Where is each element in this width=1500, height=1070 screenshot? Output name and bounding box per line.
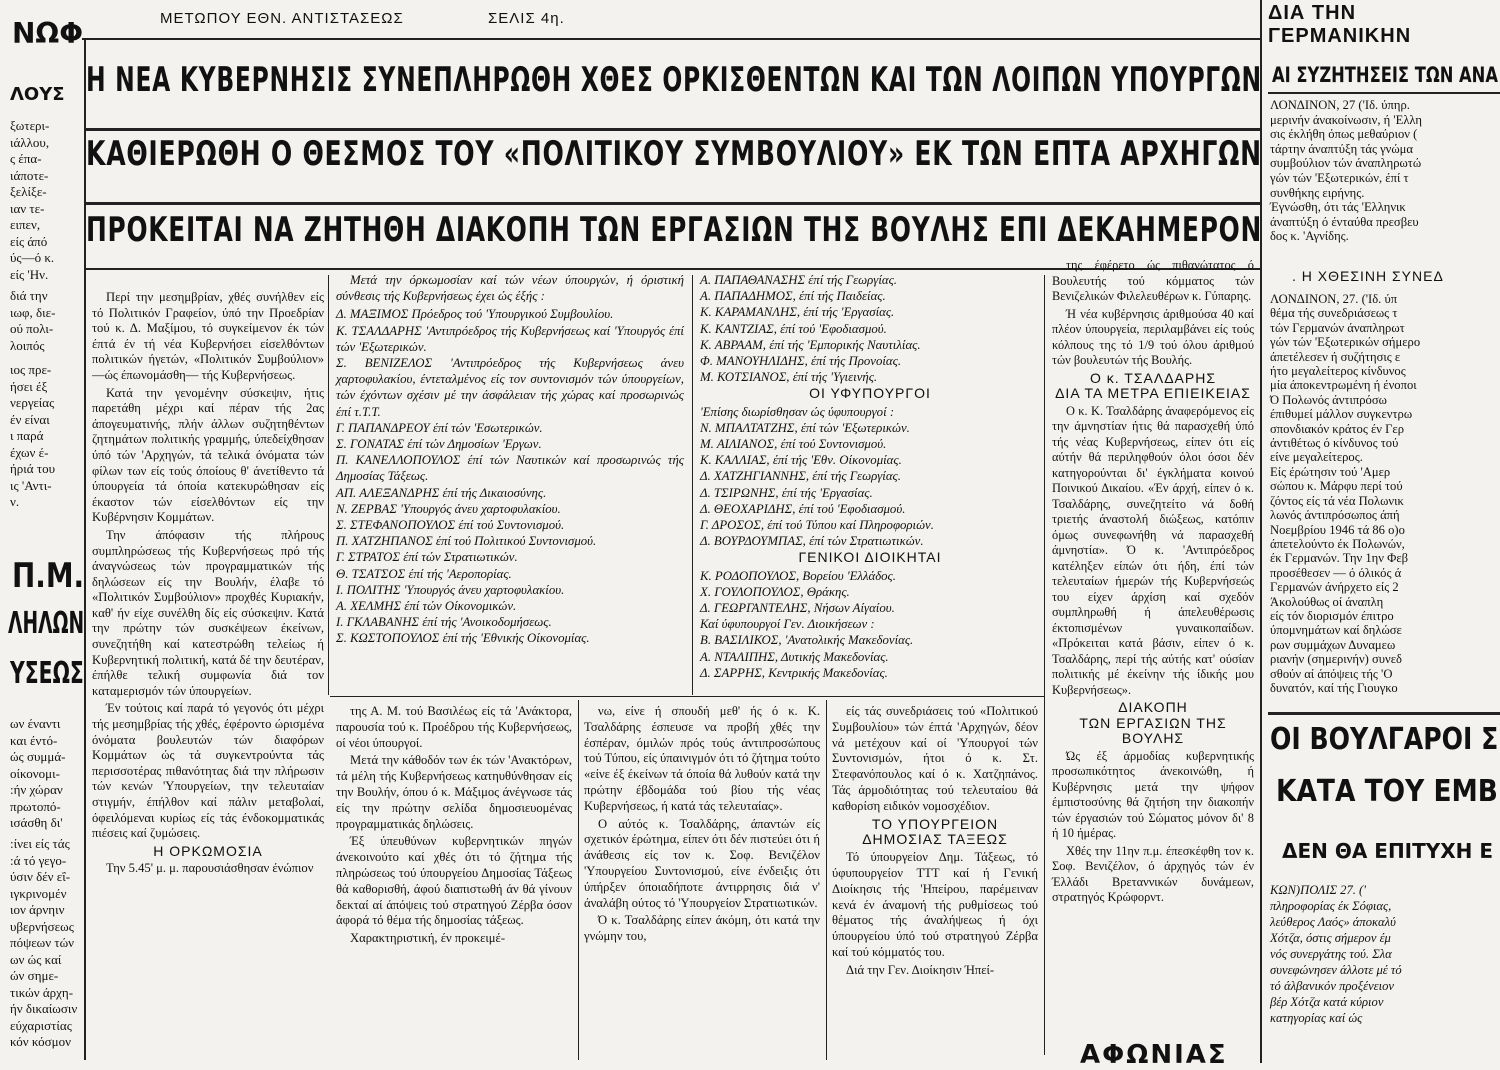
col4-paragraph: Ή νέα κυβέρνησις άριθμούσα 40 καί πλέον ύπουργεία, περιλαμβάνει είς τούς κόλπους της τό 1/9 τού όλου άριθμού τών βουλευτών τής Βουλής. — [1052, 306, 1254, 367]
minister-entry: Κ. ΑΒΡΑΑΜ, έπί τής 'Εμπορικής Ναυτιλίας. — [700, 337, 921, 352]
col4-paragraph: της έφέρετο ώς πιθανώτατος ό Βουλευτής τού κόμματος τών Βενιζελικών Φιλελευθέρων κ. Γύπαρης. — [1052, 258, 1254, 303]
lower-paragraph: Έξ ύπευθύνων κυβερνητικών πηγών άνεκοινούτο καί χθές ότι τό ζήτημα τής πληρώσεως τού ύπουργείου Δημοσίας Τάξεως θά καθορισθή, άφού διαπιστωθή άν θά γίνουν δεκταί αί άπόψεις τού στρατηγού Ζέρβα όσον άφορά τό θέμα τής δημοσίας τάξεως. — [336, 834, 572, 928]
minister-entry: Μ. ΚΟΤΣΙΑΝΟΣ, έπί τής 'Υγιεινής. — [700, 370, 878, 385]
col1-paragraph: Την 5.45' μ. μ. παρουσιάσθησαν ένώπιον — [106, 861, 314, 876]
headline-1: Η ΝΕΑ ΚΥΒΕΡΝΗΣΙΣ ΣΥΝΕΠΛΗΡΩΘΗ ΧΘΕΣ ΟΡΚΙΣΘΕΝΤΩΝ ΚΑΙ ΤΩΝ ΛΟΙΠΩΝ ΥΠΟΥΡΓΩΝ — [86, 60, 1262, 100]
left-big-1: Π.Μ. — [12, 556, 85, 596]
cabinet-entry: Γ. ΠΑΠΑΝΔΡΕΟΥ έπί τών 'Εσωτερικών. — [336, 420, 543, 435]
col4-paragraph: Χθές την 11ην π.μ. έπεσκέφθη τον κ. Σοφ. Βενιζέλον, ό άρχηγός τών έν Έλλάδι Βρεταννικών δυνάμεων, στρατηγός Κρώφορντ. — [1052, 843, 1254, 904]
bottom-stub-headline: ΑΦΩΝΙΑΣ — [1080, 1040, 1228, 1070]
col1-paragraph: Κατά την γενομένην σύσκεψιν, ήτις παρετάθη μέχρι καί πέραν τής 2ας άπογευματινής, πλήν άλλων συζητηθέντων ζητημάτων πολιτικής γραμμής, ύπεδείχθησαν ύπό τών 'Αρχηγών, τά τελικά όνόματα τών φίλων των είς τούς όποίους θ' άνετίθεντο τά ύπουργεία τά όποία κατεκυρώθησαν είς έκαστον τών είσελθόντων είς την Κυβέρνησιν Κομμάτων. — [92, 385, 324, 525]
running-header-page: ΣΕΛΙΣ 4η. — [488, 10, 565, 27]
column-divider — [1044, 275, 1045, 1055]
col4-subhead-name: Ο κ. ΤΣΑΛΔΑΡΗΣ — [1090, 369, 1216, 386]
lower-column-1 — [336, 704, 572, 949]
public-order-subhead: ΔΗΜΟΣΙΑΣ ΤΑΞΕΩΣ — [862, 831, 1008, 848]
deputy-entry: Δ. ΒΟΥΡΔΟΥΜΠΑΣ, έπί τών Στρατιωτικών. — [700, 534, 924, 549]
governor-entry: Α. ΝΤΑΛΙΠΗΣ, Δυτικής Μακεδονίας. — [700, 649, 889, 664]
lower-paragraph: Χαρακτηριστική, έν προκειμέ- — [350, 931, 506, 946]
right-head-1: ΑΙ ΣΥΖΗΤΗΣΕΙΣ ΤΩΝ ΑΝΑ — [1272, 63, 1498, 87]
cabinet-entry: Ι. ΠΟΛΙΤΗΣ 'Υπουργός άνευ χαρτοφυλακίου. — [336, 582, 565, 597]
cabinet-list-column — [336, 272, 684, 647]
cabinet-entry: Σ. ΓΟΝΑΤΑΣ έπί τών Δημοσίων 'Εργων. — [336, 437, 542, 452]
column-divider — [578, 700, 579, 1060]
article-column-4 — [1052, 258, 1254, 908]
governor-entry: Χ. ΓΟΥΛΟΠΟΥΛΟΣ, Θράκης. — [700, 584, 850, 599]
right-lines-2: ΛΟΝΔΙΝΟΝ, 27. ('Ιδ. ύπ θέμα τής συνεδριάσεως τ τών Γερμανών άναπληρωτ γών τών 'Εξωτερικών σήμερο άπετέλεσεν ή συζήτησις ε ήτο μεγαλείτερος κίνδυνος μία άποκεντρωμένη ή ένοποι Ό Πολωνός άντιπρόσω έπιθυμεί μάλλον συγκεντρω σπονδιακόν κράτος έν Γερ άντιθέτως ό κίνδυνος τού είνε μεγαλείτερος. Είς έρώτησιν τού 'Αμερ σώπου κ. Μάρφυ περί τού ζόντος είς τά νέα Πολωνικ λωνός άντιπρόσωπος άπή Νοεμβρίου 1946 τά 86 ο)ο άπετελούντο έκ Πολωνών, έκ Γερμανών. Την 1ην Φεβ προσέθεσεν — ό όλικός ά Γερμανών άνήρχετο είς 2 Άκολούθως οί άναπλη είς τόν διορισμόν έπιτρο ύπομνημάτων καί δηλώσε ρων συμμάχων Δυναμεω ριανήν (σημερινήν) συνεδ σθούν αί άπόψεις τής 'Ο δυνατόν, καί τής Γιουγκο — [1270, 292, 1421, 695]
article-column-1 — [92, 290, 324, 879]
lower-paragraph: της Α. Μ. τού Βασιλέως είς τά 'Ανάκτορα, παρουσία τού κ. Προέδρου τής Κυβερνήσεως, οί νέοι ύπουργοί. — [336, 704, 572, 750]
lower-paragraph: Μετά την κάθοδόν των έκ τών 'Ανακτόρων, τά μέλη τής Κυβερνήσεως κατηυθύνθησαν είς την Βουλήν, όπου ό κ. Μάξιμος άνέγνωσε τάς είς την πρώτην σελίδα δημοσιευομένας προγραμματικάς δηλώσεις. — [336, 753, 572, 831]
col1-subhead: Η ΟΡΚΩΜΟΣΙΑ — [153, 842, 263, 859]
col4-paragraph: Ώς έξ άρμοδίας κυβερνητικής προσωπικότητος άνεκοινώθη, ή Κυβέρνησις μετά την ψήφον έμπιστοσύνης θά ζητήση την διακοπήν τών έργασιών τού Σώματος μόνον δι' 8 ή 10 ήμέρας. — [1052, 748, 1254, 840]
deputy-entry: Ν. ΜΠΑΛΤΑΤΖΗΣ, έπί τών 'Εξωτερικών. — [700, 420, 910, 435]
cabinet-entry: Σ. ΒΕΝΙΖΕΛΟΣ 'Αντιπρόεδρος τής Κυβερνήσεως άνευ χαρτοφυλακίου, έντεταλμένος είς τον συντονισμόν τών ύπουργείων, τών έχόντων σχέσιν μέ την άσφάλειαν τής χώρας καί προσωρινώς έπί τ.Τ.Τ. — [336, 356, 684, 419]
ministry-subhead: ΤΟ ΥΠΟΥΡΓΕΙΟΝ — [871, 815, 999, 832]
left-big-2: ΛΗΛΩΝ — [8, 606, 85, 641]
minister-entry: Κ. ΚΑΡΑΜΑΝΛΗΣ, έπί τής 'Εργασίας. — [700, 305, 895, 320]
right-head-4: ΔΕΝ ΘΑ ΕΠΙΤΥΧΗ Ε — [1282, 839, 1494, 863]
right-head-3b: ΚΑΤΑ ΤΟΥ ΕΜΒ — [1276, 774, 1498, 809]
right-lines-3: ΚΩΝ)ΠΟΛΙΣ 27. (' πληροφορίας έκ Σόφιας, λεύθερος Λαός» άποκαλύ Χότζα, όστις σήμερον έμ νός συνεργάτης τού. Σλα συνεφώνησεν άλλοτε μέ τό τό άλβανικόν προξένειον βέρ Χότζα κατά κύριον κατηγορίας καί ώς — [1270, 883, 1402, 1025]
col4-subhead-parliament: ΤΩΝ ΕΡΓΑΣΙΩΝ ΤΗΣ ΒΟΥΛΗΣ — [1079, 714, 1227, 746]
governor-entry: Δ. ΣΑΡΡΗΣ, Κεντρικής Μακεδονίας. — [700, 665, 888, 680]
lower-paragraph: Ό κ. Τσαλδάρης είπεν άκόμη, ότι κατά την γνώμην του, — [584, 913, 820, 944]
lower-paragraph: είς τάς συνεδριάσεις τού «Πολιτικού Συμβουλίου» τών έπτά 'Αρχηγών, δέον νά μετέχουν καί οί 'Υπουργοί τών Συντονισμών, ήτοι ό κ. Στ. Στεφανόπουλος καί ό κ. Χατζηπάνος. Τάς άρμοδιότητας τού τελευταίου θά καθορίση ειδικόν νομοσχέδιον. — [832, 704, 1038, 813]
governor-entry: Καί ύφυπουργοί Γεν. Διοικήσεων : — [700, 617, 875, 632]
deputies-column — [700, 272, 1040, 681]
cabinet-entry: Ι. ΓΚΛΑΒΑΝΗΣ έπί τής 'Ανοικοδομήσεως. — [336, 615, 552, 630]
cabinet-intro: Μετά την όρκωμοσίαν καί τών νέων ύπουργών, ή όριστική σύνθεσις τής Κυβερνήσεως έχει ώς έξής : — [336, 273, 684, 304]
col1-paragraph: Περί την μεσημβρίαν, χθές συνήλθεν είς τό Πολιτικόν Γραφείον, ύπό την Προεδρίαν τού κ. Δ. Μαξίμου, τό συγκείμενον έκ τών έπτά έν τή νέα Κυβερνήσει είσελθόντων πολιτικών ήγετών, «Πολιτικόν Συμβούλιον» —ώς έπωνομάσθη— τής Κυβερνήσεως. — [92, 290, 324, 382]
left-head-2: ΛΟΥΣ — [10, 84, 65, 105]
governors-subhead: ΓΕΝΙΚΟΙ ΔΙΟΙΚΗΤΑΙ — [798, 549, 942, 566]
col1-paragraph: Έν τούτοις καί παρά τό γεγονός ότι μέχρι τής μεσημβρίας τής χθές, έφέροντο ώρισμένα όνόματα βουλευτών τών διαφόρων Κομμάτων ώς τά συγκεντρούντα τάς περισσοτέρας πιθανότητας διά την πλήρωσιν τών κενών 'Υπουργείων, την τελευταίαν στιγμήν, έπήλθον καί πάλιν μεταβολαί, όφειλόμεναι κυρίως είς τάς ένδοκομματικάς πιέσεις καί ζυμώσεις. — [92, 701, 324, 841]
deputy-entry: Κ. ΚΑΛΛΙΑΣ, έπί τής 'Εθν. Οίκονομίας. — [700, 453, 902, 468]
left-lines-3: ιος πρε- ήσει έξ νεργείας έν είναι ι παρά έχων έ- ήριά του ις 'Αντι- ν. — [10, 362, 56, 509]
column-divider — [692, 275, 693, 695]
left-big-3: ΥΣΕΩΣ — [10, 656, 84, 691]
cabinet-entry: Ν. ΖΕΡΒΑΣ 'Υπουργός άνευ χαρτοφυλακίου. — [336, 501, 561, 516]
col1-paragraph: Την άπόφασιν τής πλήρους συμπληρώσεως τής Κυβερνήσεως πρό τής άναγνώσεως τών προγραμματικών τής δηλώσεων είς την Βουλήν, έλαβε τό «Πολιτικόν Συμβούλιον» προχθές Κυριακήν, καθ' ήν είχε συνέλθη δίς είς σύσκεψιν. Κατά την πρώτην τών συσκέψεων έκείνων, συνεζητήθη καί κατεστρώθη τελείως ή Κυβερνητική πολιτική, κατά δέ την δευτέραν, έπήλθε τελική συμφωνία διά τον καταμερισμόν τών ύπουργείων. — [92, 527, 324, 698]
running-header-title: ΜΕΤΩΠΟΥ ΕΘΝ. ΑΝΤΙΣΤΑΣΕΩΣ — [160, 10, 404, 27]
deputy-entry: Δ. ΘΕΟΧΑΡΙΔΗΣ, έπί τού 'Εφοδιασμού. — [700, 501, 906, 516]
right-fragment-column — [1262, 0, 1500, 1063]
cabinet-entry: Γ. ΣΤΡΑΤΟΣ έπί τών Στρατιωτικών. — [336, 550, 518, 565]
right-head-3a: ΟΙ ΒΟΥΛΓΑΡΟΙ Σ — [1270, 722, 1499, 757]
minister-entry: Κ. ΚΑΝΤΖΙΑΣ, έπί τού 'Εφοδιασμού. — [700, 321, 887, 336]
deputies-intro: 'Επίσης διωρίσθησαν ώς ύφυπουργοί : — [700, 404, 895, 419]
governor-entry: Δ. ΓΕΩΡΓΑΝΤΕΛΗΣ, Νήσων Αίγαίου. — [700, 601, 895, 616]
left-lines-2: διά την ιωφ, διε- ού πολι- λοιπός — [10, 288, 56, 353]
deputy-entry: Δ. ΧΑΤΖΗΓΙΑΝΝΗΣ, έπί τής Γεωργίας. — [700, 469, 901, 484]
lower-paragraph: Ο αύτός κ. Τσαλδάρης, άπαντών είς σχετικόν έρώτημα, είπεν ότι δέν πιστεύει ότι ή άνάθεσις είς τον κ. Σοφ. Βενιζέλον 'Υπουργείου Συντονισμού, είνε ένδειξις ότι ύπήρξεν όποιαδήποτε άντιρρησις διά ν' άναλάβη ούτος τό 'Υπουργείον Στρατιωτικών. — [584, 816, 820, 910]
headline-3: ΠΡΟΚΕΙΤΑΙ ΝΑ ΖΗΤΗΘΗ ΔΙΑΚΟΠΗ ΤΩΝ ΕΡΓΑΣΙΩΝ ΤΗΣ ΒΟΥΛΗΣ ΕΠΙ ΔΕΚΑΗΜΕΡΟΝ — [86, 210, 1263, 250]
cabinet-entry: Θ. ΤΣΑΤΣΟΣ έπί τής 'Αεροπορίας. — [336, 566, 512, 581]
lower-column-2 — [584, 704, 820, 947]
deputies-subhead: ΟΙ ΥΦΥΠΟΥΡΓΟΙ — [809, 385, 931, 402]
governor-entry: Κ. ΡΟΔΟΠΟΥΛΟΣ, Βορείου 'Ελλάδος. — [700, 568, 896, 583]
section-rule — [330, 696, 1044, 697]
left-lines-5: :ίνει είς τάς :ά τό γεγο- ύσιν δέν εΐ- ιγκρινομέν ιον άρνηιν υβερνήσεως πόψεων τών ων ώς καί ών σημε- τικών άρχη- ήν δικαίωσιν εύχαριστίας κόν κόσμον — [10, 836, 78, 1049]
lower-column-3 — [832, 704, 1038, 981]
minister-entry: Α. ΠΑΠΑΔΗΜΟΣ, έπί τής Παιδείας. — [700, 289, 886, 304]
lower-paragraph: Διά την Γεν. Διοίκησιν Ήπεί- — [846, 962, 995, 977]
right-rule — [1268, 712, 1500, 715]
right-top-heading: ΔΙΑ ΤΗΝ ΓΕΡΜΑΝΙΚΗΝ — [1268, 2, 1412, 47]
headline-2: ΚΑΘΙΕΡΩΘΗ Ο ΘΕΣΜΟΣ ΤΟΥ «ΠΟΛΙΤΙΚΟΥ ΣΥΜΒΟΥΛΙΟΥ» ΕΚ ΤΩΝ ΕΠΤΑ ΑΡΧΗΓΩΝ — [86, 134, 1262, 174]
deputy-entry: Μ. ΑΙΛΙΑΝΟΣ, έπί τού Συντονισμού. — [700, 437, 887, 452]
cabinet-entry: Σ. ΚΩΣΤΟΠΟΥΛΟΣ έπί τής 'Εθνικής Οίκονομίας. — [336, 631, 590, 646]
cabinet-entry: Π. ΚΑΝΕΛΛΟΠΟΥΛΟΣ έπί τών Ναυτικών καί προσωρινώς τής Δημοσίας Τάξεως. — [336, 453, 684, 484]
left-head-1: ΝΩΦ — [12, 17, 84, 50]
left-fragment-column — [0, 0, 86, 1063]
col4-subhead-measures: ΔΙΑ ΤΑ ΜΕΤΡΑ ΕΠΙΕΙΚΕΙΑΣ — [1055, 385, 1251, 401]
deputy-entry: Δ. ΤΣΙΡΩΝΗΣ, έπί τής 'Εργασίας. — [700, 485, 873, 500]
cabinet-entry: Κ. ΤΣΑΛΔΑΡΗΣ 'Αντιπρόεδρος τής Κυβερνήσεως καί 'Υπουργός έπί τών 'Εξωτερικών. — [336, 323, 684, 354]
lower-paragraph: νω, είνε ή σπουδή μεθ' ής ό κ. Κ. Τσαλδάρης έσπευσε να προβή χθές την έσπέραν, όμιλών πρός τούς άντιπροσώπους τού Τύπου, είς ύπαινιγμόν ότι τό ζήτημα τούτο «είνε έξ έκείνων τά όποία θά λυθούν κατά την πρώτην έβδομάδα τού βίου τής νέας Κυβερνήσεως, ή κατά τάς τελευταίας». — [584, 704, 820, 813]
headline-rule-1 — [86, 128, 1262, 131]
cabinet-entry: Δ. ΜΑΞΙΜΟΣ Πρόεδρος τού 'Υπουργικού Συμβουλίου. — [336, 307, 614, 322]
top-rule — [82, 38, 1262, 40]
right-head-2: . Η ΧΘΕΣΙΝΗ ΣΥΝΕΔ — [1292, 268, 1444, 284]
col4-paragraph: Ο κ. Κ. Τσαλδάρης άναφερόμενος είς την άμνηστίαν ήτις θά παρασχεθή ύπό τής νέας Κυβερνήσεως, είπεν ότι είς αύτήν θά περιληφθούν όλοι όσοι δέν κατηγορούνται δι' έγκλήματα κοινού Ποινικού Δικαίου. «Έν άρχή, είπεν ό κ. Τσαλδάρης, συνεζητείτο νά δοθή τριετής άναστολή διώξεως, κατόπιν όμως συνεφωνήθη νά παρασχεθή άμνηστία». Ό κ. 'Αντιπρόεδρος κατέληξεν είπών ότι ήδη, έπί τών τελευταίων ήμερών τής Κυβερνήσεώς του είχεν άρχίση καί σχεδόν συμπληρωθή ή άπελευθέρωσις έκτοπισμένων γυναικοπαίδων. «Πρόκειται κατά βάσιν, είπεν ό κ. Τσαλδάρης, περί τής αύτής κατ' ούσίαν πολιτικής μέ έκείνην τής ίδικής μου Κυβερνήσεως». — [1052, 403, 1254, 697]
governor-entry: Β. ΒΑΣΙΛΙΚΟΣ, 'Ανατολικής Μακεδονίας. — [700, 633, 914, 648]
column-divider — [826, 700, 827, 1060]
right-lines-1: ΛΟΝΔΙΝΟΝ, 27 ('Ιδ. ύπηρ. μερινήν άνακοίνωσιν, ή 'Ελλη σις έκλήθη όπως μεθαύριον ( τάρτην άναπτύξη τάς γνώμα συμβούλιον τών άναπληρωτώ γών τών 'Εξωτερικών, έπί τ συνθήκης ειρήνης. Έγνώσθη, ότι τάς 'Ελληνικ άναπτύξη ό ένταύθα πρεσβευ δος κ. 'Αγνίδης. — [1270, 98, 1423, 244]
minister-entry: Φ. ΜΑΝΟΥΗΛΙΔΗΣ, έπί τής Προνοίας. — [700, 354, 902, 369]
cabinet-entry: ΑΠ. ΑΛΕΞΑΝΔΡΗΣ έπί τής Δικαιοσύνης. — [336, 485, 547, 500]
cabinet-entry: Σ. ΣΤΕΦΑΝΟΠΟΥΛΟΣ έπί τού Συντονισμού. — [336, 518, 565, 533]
right-rule — [1268, 92, 1500, 94]
cabinet-entry: Π. ΧΑΤΖΗΠΑΝΟΣ έπί τού Πολιτικού Συντονισμού. — [336, 534, 597, 549]
lower-paragraph: Τό ύπουργείον Δημ. Τάξεως, τό ύφυπουργείον ΤΤΤ καί ή Γενική Διοίκησις τής 'Ηπείρου, παρέμειναν κενά έν άναμονή τής ρυθμίσεως τού θέματος τής άναλήψεως ή όχι ύπουργείου ύπό τού στρατηγού Ζέρβα καί τού κόμματός του. — [832, 850, 1038, 959]
column-divider — [328, 275, 329, 695]
col4-subhead-suspension: ΔΙΑΚΟΠΗ — [1118, 699, 1188, 715]
left-lines-4: ων έναντι και έντό- ώς συμμά- οίκονομι- :ήν χώραν πρωτοπό- ισάσθη δι' — [10, 716, 66, 830]
cabinet-entry: Α. ΧΕΛΜΗΣ έπί τών Οίκονομικών. — [336, 599, 517, 614]
minister-entry: Α. ΠΑΠΑΘΑΝΑΣΗΣ έπί τής Γεωργίας. — [700, 273, 898, 287]
headline-rule-2 — [86, 202, 1262, 205]
left-lines-1: ξωτερι- ιάλλου, ς έπα- ιάποτε- ξελίξε- ιαν τε- ειπεν, είς άπό ύς—ό κ. είς 'Ην. — [10, 118, 55, 282]
deputy-entry: Γ. ΔΡΟΣΟΣ, έπί τού Τύπου καί Πληροφοριών. — [700, 518, 934, 533]
